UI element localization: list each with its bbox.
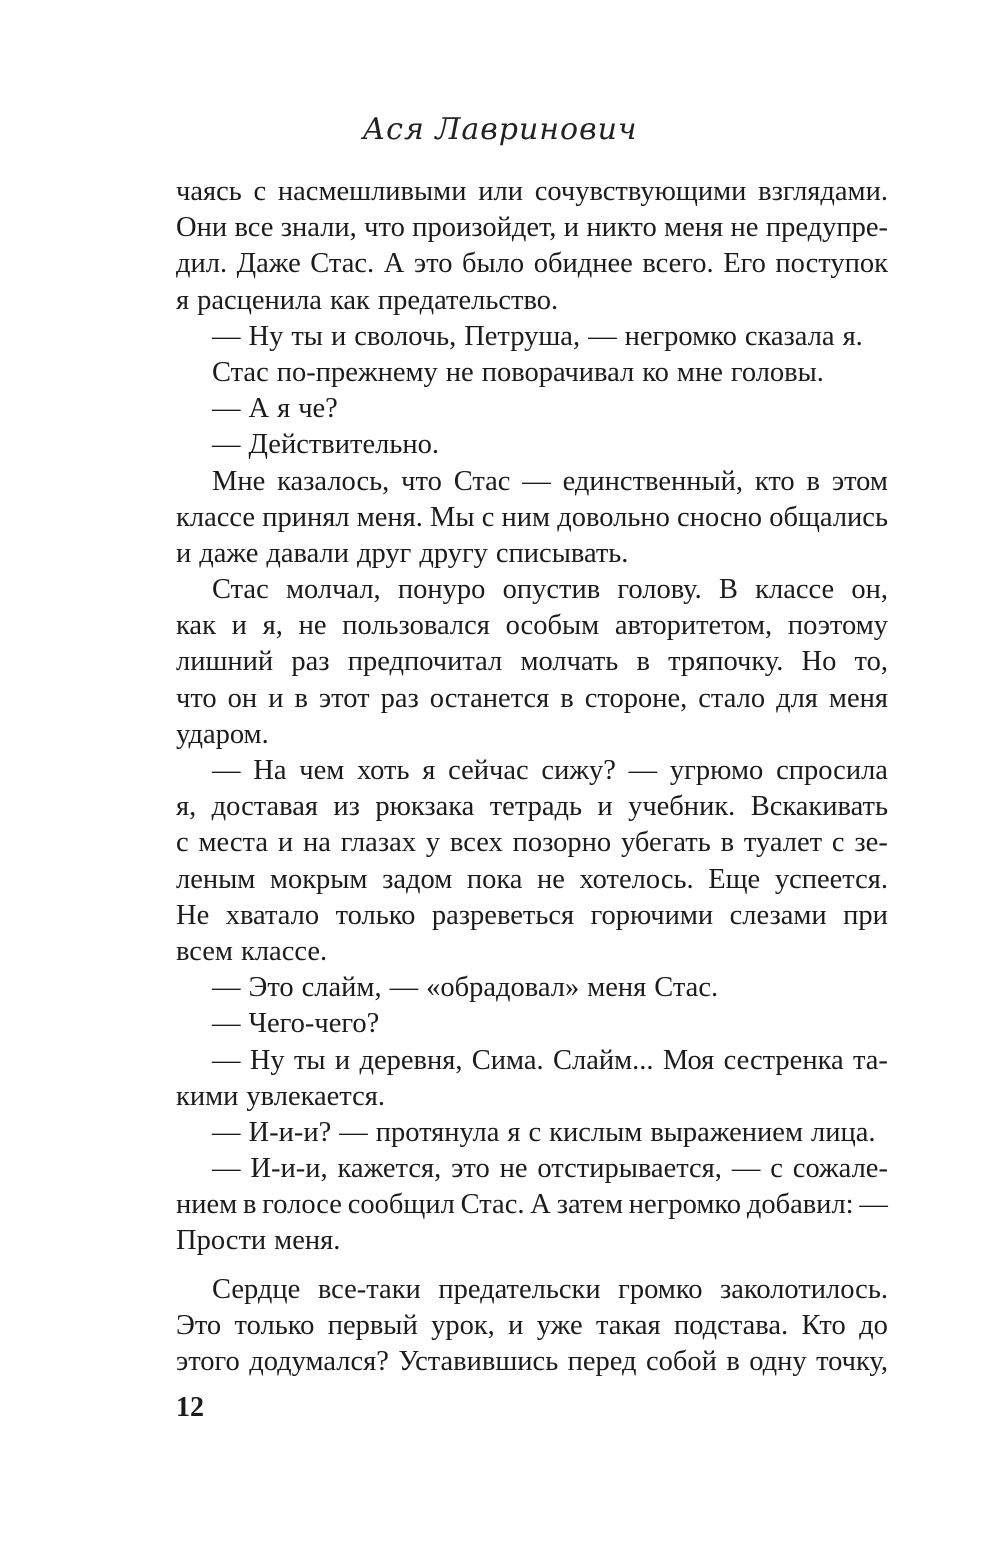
word: останется [429, 682, 550, 714]
word: давали [266, 537, 349, 569]
word: не [298, 610, 327, 642]
word: и [277, 827, 294, 859]
word: Еще [708, 863, 761, 895]
word: В [718, 574, 738, 606]
word: Уставившись [398, 1346, 559, 1377]
word: — [212, 393, 241, 425]
word: — [212, 1116, 241, 1148]
word: Петруша, [464, 320, 581, 352]
word: это [451, 1153, 490, 1185]
word: меня [587, 972, 647, 1004]
word: предательство. [377, 284, 559, 316]
word: раз [291, 646, 330, 678]
text-line [176, 319, 888, 355]
word: туалет [743, 827, 823, 859]
text-line [176, 174, 888, 210]
word: единственный, [562, 465, 744, 497]
word: — [588, 320, 617, 352]
word: сочувствующими [534, 176, 747, 207]
word: меня [828, 682, 888, 714]
word: в [560, 682, 574, 714]
word: общались [769, 501, 888, 533]
word: и [597, 791, 613, 823]
word: выражением [650, 1116, 803, 1148]
word: с [481, 501, 495, 533]
text-line [176, 862, 888, 898]
word: первый [327, 1309, 418, 1341]
word: — [389, 972, 419, 1004]
word: списывать. [495, 537, 629, 569]
word: особым [505, 610, 600, 642]
word: голосе [262, 1189, 342, 1221]
word: — [212, 1044, 241, 1076]
word: ты [293, 1044, 326, 1076]
word: не [537, 863, 565, 895]
word: задом [382, 863, 453, 895]
word: в [294, 682, 308, 714]
word: не [445, 356, 474, 388]
text-line [176, 1344, 888, 1380]
word: А [248, 393, 270, 425]
word: другу [419, 537, 488, 569]
word: На [253, 755, 287, 786]
word: в [726, 1346, 740, 1377]
text-line [176, 1006, 888, 1042]
word: сносно [677, 501, 763, 533]
word: в [806, 465, 821, 497]
word: взглядами. [758, 176, 888, 207]
page-number: 12 [176, 1392, 204, 1423]
word: насмешливыми [277, 176, 467, 207]
word: добавил: [746, 1189, 854, 1221]
word: мокрым [269, 863, 368, 895]
text-line [176, 1151, 888, 1187]
text-line [176, 753, 888, 789]
word: негромко [624, 320, 737, 352]
word: в [243, 1189, 257, 1221]
word: одну [749, 1346, 807, 1377]
word: хоть [357, 755, 410, 786]
text-line [176, 898, 888, 934]
word: Стас. [460, 1189, 525, 1221]
word: убегать [621, 827, 711, 859]
word: додумался? [249, 1346, 389, 1377]
text-line [176, 1308, 888, 1344]
word: не [499, 1153, 528, 1185]
word: горючими [590, 899, 714, 931]
text-line [176, 789, 888, 825]
word: поэтому [787, 610, 888, 642]
word: собой [645, 1346, 717, 1377]
word: лишний [176, 646, 274, 678]
word: поворачивал [481, 356, 635, 388]
word: кажется, [337, 1153, 442, 1185]
word: уже [536, 1309, 583, 1341]
word: молчать [520, 646, 619, 678]
word: дил. [176, 248, 228, 280]
word: сейчас [448, 755, 529, 786]
text-line [176, 1079, 888, 1115]
word: Действительно. [248, 429, 439, 461]
word: на [302, 827, 331, 859]
text-line [176, 246, 888, 282]
word: для [776, 682, 818, 714]
text-line [176, 608, 888, 644]
word: Вскакивать [750, 791, 888, 823]
word: по-прежнему [276, 356, 438, 388]
word: глазах [340, 827, 416, 859]
text-line [176, 934, 888, 970]
word: заколотилось. [720, 1273, 888, 1305]
word: предательски [438, 1273, 601, 1305]
word: громко [618, 1273, 703, 1305]
word: пользовался [342, 610, 490, 642]
word: сообщил [347, 1189, 455, 1221]
word: кто [754, 465, 795, 497]
word: — [212, 972, 241, 1004]
word: он [227, 682, 258, 714]
word: и [176, 537, 192, 569]
word: такая [596, 1309, 661, 1341]
word: учебник. [628, 791, 736, 823]
word: Его [723, 248, 766, 280]
word: ко [642, 356, 669, 388]
text-line [176, 1223, 888, 1259]
word: Стас [453, 465, 511, 497]
text-line [176, 1115, 888, 1151]
word: поступок [775, 248, 888, 280]
word: принял [262, 501, 350, 533]
word: Стас [212, 574, 269, 606]
word: затем [556, 1189, 623, 1221]
word: я [277, 393, 291, 425]
text-line [176, 391, 888, 427]
word: предпочитал [347, 646, 503, 678]
word: точку, [816, 1346, 888, 1377]
word: то, [854, 646, 888, 678]
word: никто [586, 212, 657, 244]
word: чаясь [176, 176, 242, 207]
word: меня. [356, 501, 423, 533]
word: этого [176, 1346, 240, 1377]
word: обиднее [533, 248, 633, 280]
word: Они [176, 212, 228, 244]
word: увлекается. [246, 1080, 385, 1112]
word: не [730, 212, 759, 244]
word: Но [801, 646, 837, 678]
word: че? [298, 393, 338, 425]
text-line [176, 644, 888, 680]
word: что [176, 682, 217, 714]
word: предупре- [765, 212, 888, 244]
text-line [176, 536, 888, 572]
word: «обрадовал» [426, 972, 580, 1004]
word: Не [176, 899, 210, 931]
word: — [628, 755, 658, 786]
word: в [636, 646, 650, 678]
word: Стас. [654, 972, 719, 1004]
text-line [176, 210, 888, 246]
word: негромко [628, 1189, 742, 1221]
word: тряпочку. [668, 646, 784, 678]
word: я, [262, 610, 283, 642]
word: сестренка [723, 1044, 844, 1076]
word: Сима. [471, 1044, 544, 1076]
word: Это [176, 1309, 222, 1341]
word: кими [176, 1080, 239, 1112]
word: как [176, 610, 216, 642]
text-line [176, 427, 888, 463]
word: меня. [274, 1225, 341, 1257]
word: Прости [176, 1225, 267, 1257]
word: Это [248, 972, 294, 1004]
word: произойдет, [412, 212, 557, 244]
word: в [720, 827, 735, 859]
word: классе [755, 574, 835, 606]
word: этот [318, 682, 370, 714]
word: при [843, 899, 888, 931]
text-line [176, 825, 888, 861]
word: все-таки [317, 1273, 421, 1305]
word: что [364, 212, 405, 244]
word: И-и-и, [250, 1153, 328, 1185]
word: отстирывается, [537, 1153, 722, 1185]
word: что [401, 465, 442, 497]
word: стороне, [584, 682, 688, 714]
word: сожале- [792, 1153, 888, 1185]
text-line [176, 572, 888, 608]
word: чем [299, 755, 345, 786]
word: — [522, 465, 551, 497]
text-line [176, 681, 888, 717]
word: пока [466, 863, 523, 895]
word: классе [176, 501, 256, 533]
word: сволочь, [354, 320, 457, 352]
word: слайм, [301, 972, 382, 1004]
text-line [176, 970, 888, 1006]
word: Кто [801, 1309, 846, 1341]
word: рюкзака [375, 791, 475, 823]
word: перед [567, 1346, 637, 1377]
text-line [176, 464, 888, 500]
word: всего. [642, 248, 714, 280]
word: сказала [744, 320, 835, 352]
word: Стас [212, 356, 269, 388]
word: до [859, 1309, 888, 1341]
word: нием [176, 1189, 238, 1221]
word: молчал, [285, 574, 381, 606]
word: Даже [236, 248, 301, 280]
word: И-и-и? [248, 1116, 332, 1148]
word: зе- [854, 827, 888, 859]
word: разреветься [431, 899, 575, 931]
word: Моя [662, 1044, 715, 1076]
word: я. [842, 320, 863, 352]
word: друг [357, 537, 412, 569]
word: Ну [248, 320, 284, 352]
word: из [333, 791, 360, 823]
word: всем [176, 935, 233, 967]
text-line [176, 283, 888, 319]
word: угрюмо [669, 755, 764, 786]
word: Ну [249, 1044, 285, 1076]
word: это [413, 248, 453, 280]
word: у [425, 827, 441, 859]
word: Мы [430, 501, 475, 533]
word: казалось, [277, 465, 390, 497]
word: классе. [240, 935, 328, 967]
word: довольно [557, 501, 670, 533]
word: или [478, 176, 523, 207]
word: понуро [397, 574, 486, 606]
text-line [176, 717, 888, 753]
word: я, [176, 791, 197, 823]
word: хватало [225, 899, 320, 931]
word: с [528, 1116, 542, 1148]
word: все [234, 212, 274, 244]
word: и [334, 1044, 351, 1076]
word: он, [851, 574, 888, 606]
word: Слайм... [552, 1044, 654, 1076]
word: — [212, 755, 241, 786]
word: раз [380, 682, 419, 714]
word: подстава. [674, 1309, 789, 1341]
word: только [234, 1309, 315, 1341]
word: Мне [212, 465, 266, 497]
word: с [831, 827, 845, 859]
word: — [212, 320, 241, 352]
word: головы. [730, 356, 824, 388]
word: та- [852, 1044, 888, 1076]
word: — [731, 1153, 761, 1185]
word: было [462, 248, 525, 280]
word: доставая [211, 791, 319, 823]
text-line [176, 500, 888, 536]
word: — [339, 1116, 368, 1148]
word: и [563, 212, 580, 244]
word: слезами [729, 899, 827, 931]
word: протянула [375, 1116, 500, 1148]
word: с [770, 1153, 783, 1185]
word: А [383, 248, 405, 280]
word: и [508, 1309, 524, 1341]
word: места [198, 827, 268, 859]
word: спросила [776, 755, 888, 786]
running-head-author: Ася Лавринович [362, 112, 638, 147]
word: голову. [617, 574, 702, 606]
word: — [212, 429, 241, 461]
word: расценила [197, 284, 322, 316]
word: ним [501, 501, 551, 533]
text-line [176, 1272, 888, 1308]
word: как [329, 284, 370, 316]
word: опустив [502, 574, 601, 606]
word: — [212, 1008, 241, 1040]
word: кислым [549, 1116, 643, 1148]
text-line [176, 355, 888, 391]
word: только [335, 899, 416, 931]
word: А [530, 1189, 551, 1221]
text-line [176, 1187, 888, 1223]
word: ты [291, 320, 323, 352]
word: я [422, 755, 436, 786]
word: лица. [811, 1116, 876, 1148]
word: и [330, 320, 347, 352]
word: мне [676, 356, 723, 388]
word: успеется. [774, 863, 888, 895]
word: — [859, 1189, 888, 1221]
word: Сердце [212, 1273, 301, 1305]
text-line [176, 1043, 888, 1079]
word: я [507, 1116, 521, 1148]
word: позорно [512, 827, 612, 859]
word: хотелось. [579, 863, 694, 895]
word: даже [199, 537, 259, 569]
word: Стас. [310, 248, 375, 280]
word: тетрадь [489, 791, 583, 823]
word: с [253, 176, 267, 207]
word: с [176, 827, 189, 859]
word: я [176, 284, 190, 316]
word: сижу? [541, 755, 616, 786]
word: леным [176, 863, 256, 895]
word: знали, [280, 212, 357, 244]
word: и [231, 610, 247, 642]
word: и [268, 682, 284, 714]
word: ударом. [176, 718, 269, 750]
word: Чего-чего? [248, 1008, 380, 1040]
word: всех [449, 827, 503, 859]
word: стало [698, 682, 766, 714]
word: урок, [431, 1309, 495, 1341]
word: этом [831, 465, 888, 497]
word: меня [664, 212, 724, 244]
word: деревня, [359, 1044, 463, 1076]
word: авторитетом, [614, 610, 773, 642]
body-text [176, 174, 888, 1380]
word: — [212, 1153, 241, 1185]
